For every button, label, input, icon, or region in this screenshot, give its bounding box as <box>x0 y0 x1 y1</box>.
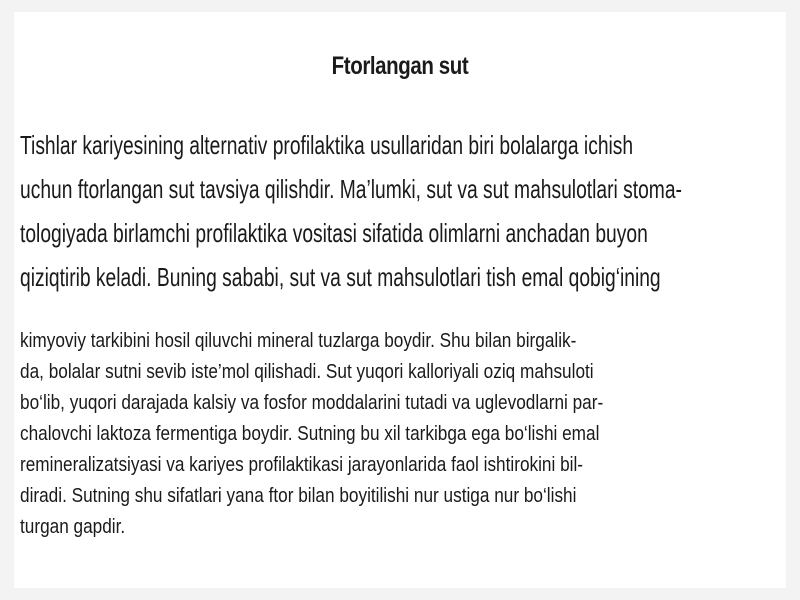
document-page <box>14 12 786 588</box>
text-line: kimyoviy tarkibini hosil qiluvchi mineral tuzlarga boydir. Shu bilan birgalik- <box>20 330 577 352</box>
text-line: qiziqtirib keladi. Buning sababi, sut va sut mahsulotlari tish emal qobig‘ining <box>20 262 661 292</box>
text-line: diradi. Sutning shu sifatlari yana ftor bilan boyitilishi nur ustiga nur bo‘lishi <box>20 485 577 507</box>
text-line: remineralizatsiyasi va kariyes profilaktikasi jarayonlarida faol ishtirokini bil- <box>20 454 584 476</box>
text-line: uchun ftorlangan sut tavsiya qilishdir. Ma’lumki, sut va sut mahsulotlari stoma- <box>20 174 682 204</box>
text-line: bo‘lib, yuqori darajada kalsiy va fosfor moddalarini tutadi va uglevodlarni par- <box>20 392 604 414</box>
text-line: tologiyada birlamchi profilaktika vositasi sifatida olimlarni anchadan buyon <box>20 218 648 248</box>
text-line: chalovchi laktoza fermentiga boydir. Sutning bu xil tarkibga ega bo‘lishi emal <box>20 423 600 445</box>
document-title: Ftorlangan sut <box>331 52 469 80</box>
text-line: turgan gapdir. <box>20 516 126 538</box>
text-line: da, bolalar sutni sevib iste’mol qilishadi. Sut yuqori kalloriyali oziq mahsuloti <box>20 361 594 383</box>
text-line: Tishlar kariyesining alternativ profilaktika usullaridan biri bolalarga ichish <box>20 130 634 160</box>
